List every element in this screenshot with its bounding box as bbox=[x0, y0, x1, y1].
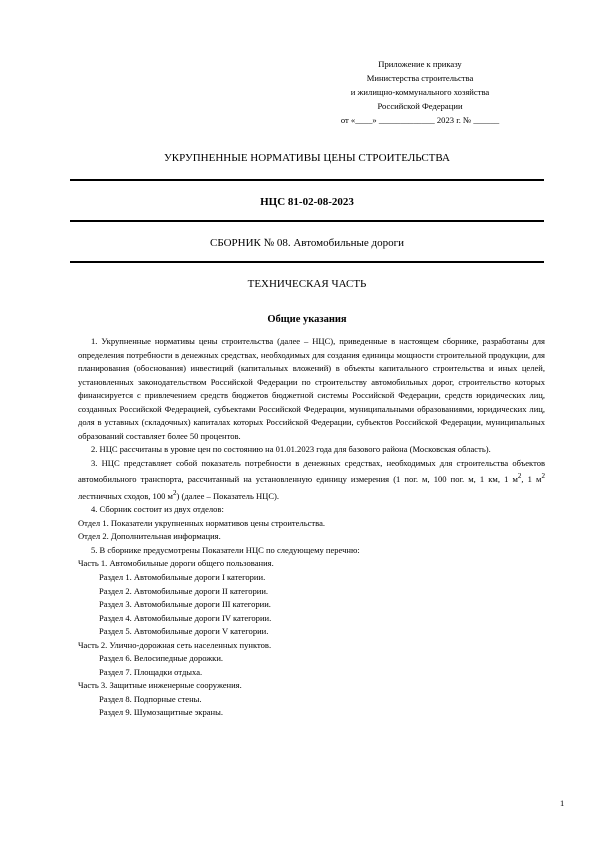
section-item: Раздел 5. Автомобильные дороги V категории. bbox=[99, 626, 269, 637]
department-item: Отдел 2. Дополнительная информация. bbox=[78, 531, 221, 542]
section-item: Раздел 6. Велосипедные дорожки. bbox=[99, 653, 224, 664]
approval-line: Российской Федерации bbox=[377, 101, 463, 111]
approval-block bbox=[300, 57, 540, 127]
superscript: 2 bbox=[172, 488, 177, 497]
part-item: Часть 1. Автомобильные дороги общего пользования. bbox=[78, 558, 274, 569]
department-item: Отдел 1. Показатели укрупненных нормативов цены строительства. bbox=[78, 517, 325, 528]
section-item: Раздел 4. Автомобильные дороги IV категории. bbox=[99, 612, 272, 623]
divider bbox=[70, 261, 544, 263]
part-item: Часть 2. Улично-дорожная сеть населенных пунктов. bbox=[78, 639, 272, 650]
section-item: Раздел 9. Шумозащитные экраны. bbox=[99, 707, 223, 718]
superscript: 2 bbox=[517, 472, 522, 481]
paragraph-5: 5. В сборнике предусмотрены Показатели НЦС по следующему перечню: bbox=[91, 544, 360, 555]
paragraph-3-text: 3. НЦС представляет собой показатель потребности в денежных средствах, необходимых для строительства объектов автомобильного транспорта, рассчитанный на установленную единицу измерения (1 пог. м, 100 пог. м, 1 км, 1 м bbox=[78, 457, 545, 485]
section-item: Раздел 1. Автомобильные дороги I категории. bbox=[99, 571, 266, 582]
superscript: 2 bbox=[541, 472, 546, 481]
paragraph-4: 4. Сборник состоит из двух отделов: bbox=[91, 504, 224, 515]
document-body bbox=[78, 335, 545, 720]
subsection-title: Общие указания bbox=[267, 314, 347, 325]
section-title: ТЕХНИЧЕСКАЯ ЧАСТЬ bbox=[247, 278, 367, 290]
divider bbox=[70, 179, 544, 181]
paragraph-3 bbox=[78, 457, 545, 503]
approval-date-line: от «____» _____________ 2023 г. № ______ bbox=[340, 115, 500, 125]
part-item: Часть 3. Защитные инженерные сооружения. bbox=[78, 680, 242, 691]
collection-title: СБОРНИК № 08. Автомобильные дороги bbox=[209, 237, 405, 249]
section-item: Раздел 2. Автомобильные дороги II категории. bbox=[99, 585, 269, 596]
divider bbox=[70, 220, 544, 222]
section-item: Раздел 8. Подпорные стены. bbox=[99, 693, 202, 704]
document-title: УКРУПНЕННЫЕ НОРМАТИВЫ ЦЕНЫ СТРОИТЕЛЬСТВА bbox=[163, 152, 450, 164]
approval-line: Приложение к приказу bbox=[378, 59, 462, 69]
approval-line: и жилищно-коммунального хозяйства bbox=[350, 87, 490, 97]
paragraph-3-text: ) (далее – Показатель НЦС). bbox=[176, 490, 280, 501]
section-item: Раздел 3. Автомобильные дороги III категории. bbox=[99, 599, 271, 610]
paragraph-3-text: , 1 м bbox=[521, 474, 542, 485]
paragraph-1: 1. Укрупненные нормативы цены строительства (далее – НЦС), приведенные в настоящем сборнике, разработаны для определения потребности в денежных средствах, необходимых для создания единицы мощности строительной продукции, для планирования (обоснования) инвестиций (капитальных вложений) в объекты капитального строительства и иных целей, установленных законодательством Российской Федерации по строительству автомобильных дорог, строительство которых финансируется с привлечением средств бюджетов бюджетной системы Российской Федерации, средств юридических лиц, созданных Российской Федерацией, субъектами Российской Федерации, муниципальными образованиями, юридических лиц, доля в уставных (складочных) капиталах которых Российской Федерации, субъектов Российской Федерации, муниципальных образований составляет более 50 процентов. bbox=[78, 336, 545, 441]
paragraph-2: 2. НЦС рассчитаны в уровне цен по состоянию на 01.01.2023 года для базового района (Московская область). bbox=[91, 444, 491, 455]
page-number: 1 bbox=[560, 798, 565, 808]
section-item: Раздел 7. Площадки отдыха. bbox=[99, 666, 203, 677]
document-code: НЦС 81-02-08-2023 bbox=[260, 196, 354, 208]
paragraph-3-text: лестничных сходов, 100 м bbox=[78, 490, 173, 501]
approval-line: Министерства строительства bbox=[366, 73, 474, 83]
